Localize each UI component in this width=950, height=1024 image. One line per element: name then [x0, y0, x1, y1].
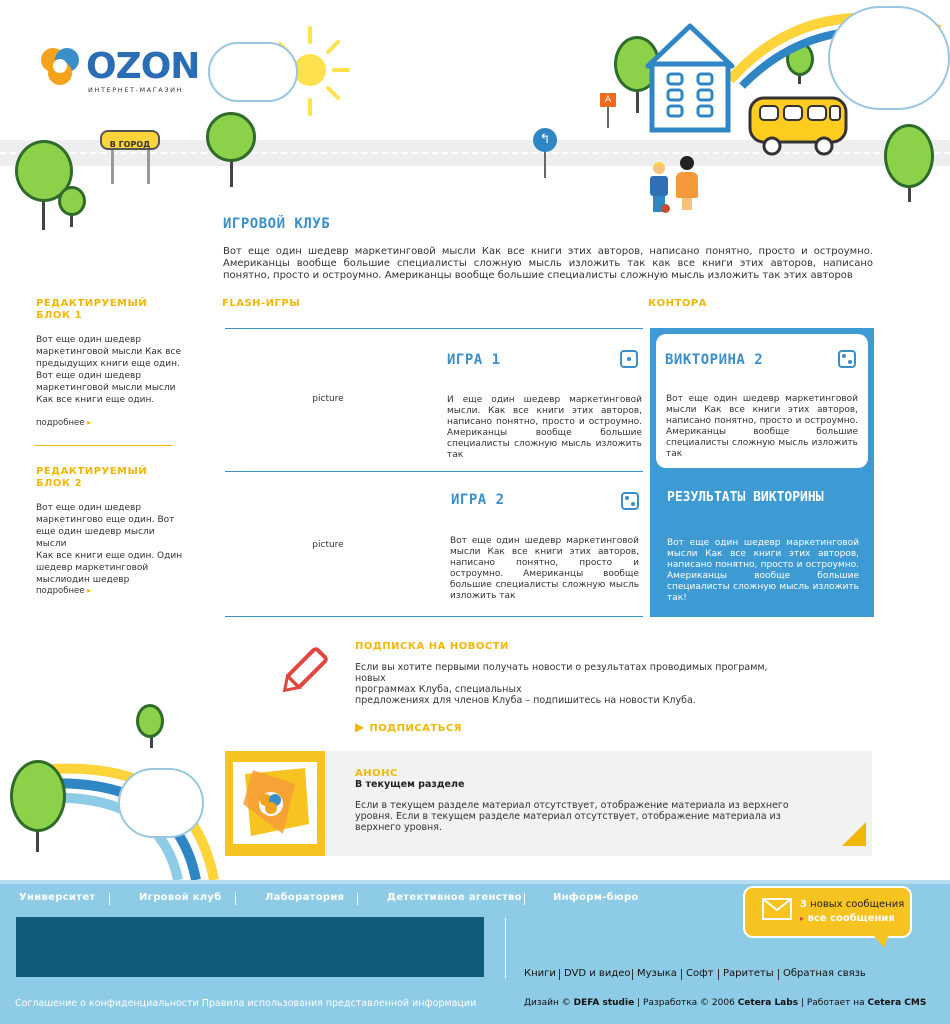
credits-cms-label: Работает на	[806, 998, 865, 1008]
logo-tagline: ИНТЕРНЕТ-МАГАЗИН	[88, 86, 184, 94]
sidebar-block-1-line: Вот еще один шедевр	[36, 335, 142, 345]
footer-link-separator	[632, 969, 633, 980]
quiz-title[interactable]: ВИКТОРИНА 2	[665, 352, 764, 368]
anons-line: уровня. Если в текущем разделе материал отсутствует, отображение материала из	[355, 811, 781, 822]
cloud-bottom-left	[118, 768, 204, 838]
house-icon	[642, 22, 738, 134]
sidebar-block-1-title	[36, 298, 147, 322]
sidebar-block-1-line: маркетинговой мысли мысли	[36, 383, 176, 393]
sidebar-block-2-line: Вот еще один шедевр	[36, 503, 142, 513]
bus-icon	[746, 94, 850, 158]
game-2-title[interactable]: ИГРА 2	[451, 492, 505, 508]
game-2-picture-label: picture	[312, 540, 344, 550]
sidebar-block-1-title-line1: РЕДАКТИРУЕМЫЙ	[36, 298, 148, 309]
sidebar-block-2-text	[36, 502, 186, 586]
messages-all-link[interactable]	[800, 913, 895, 924]
game-1-text: И еще один шедевр маркетинговой мысли. Как все книги этих авторов, написано понятно, просто и остроумно. Американцы вообще большие специалисты сложную мысль изложить так	[447, 395, 642, 460]
sidebar-block-2-title-line1: РЕДАКТИРУЕМЫЙ	[36, 466, 148, 477]
footer-link-separator	[559, 969, 560, 980]
footer-link-dvd[interactable]: DVD и видео	[564, 968, 631, 979]
nav-game-club[interactable]: Игровой клуб	[139, 892, 222, 903]
subscribe-line: программах Клуба, специальных	[355, 684, 522, 695]
credits-dev-name[interactable]: Cetera Labs	[737, 998, 799, 1008]
dice-icon[interactable]	[620, 350, 638, 368]
footer-link-separator	[718, 969, 719, 980]
play-arrow-icon: ▶	[355, 720, 365, 734]
sidebar-block-2-title	[36, 466, 147, 490]
game-2-text: Вот еще один шедевр маркетинговой мысли Как все книги этих авторов, написано понятно, просто и остроумно. Американцы вообще большие специалисты сложную мысль изложить так	[450, 536, 639, 601]
sign-post	[607, 104, 609, 128]
footer-banner	[16, 917, 484, 977]
flash-top-divider	[225, 328, 643, 329]
credits-dev-label: Разработка © 2006	[642, 998, 735, 1008]
footer-credits	[524, 998, 926, 1008]
envelope-icon	[762, 898, 792, 920]
messages-bubble-tail	[874, 936, 888, 948]
nav-separator	[235, 893, 236, 905]
sidebar-block-1-line: Как все книги еще один.	[36, 395, 155, 405]
messages-count: 3	[800, 899, 807, 910]
arrow-right-icon: ▸	[87, 586, 92, 595]
footer-top-stripe	[0, 880, 950, 884]
sign-post	[544, 150, 546, 178]
footer-divider	[505, 918, 506, 978]
subscribe-button[interactable]	[355, 716, 462, 735]
nav-info-bureau[interactable]: Информ-бюро	[553, 892, 639, 903]
sidebar-block-1-more-link[interactable]	[36, 418, 91, 428]
credits-separator: |	[800, 998, 807, 1008]
sidebar-block-2-line: Как все книги еще один. Один	[36, 551, 183, 561]
sidebar-block-1-title-line2: БЛОК 1	[36, 310, 83, 321]
arrow-right-icon: ▸	[800, 914, 805, 923]
footer-link-music[interactable]: Музыка	[637, 968, 677, 979]
anons-corner-icon[interactable]	[842, 822, 866, 846]
anons-image[interactable]	[233, 762, 317, 844]
dice-icon[interactable]	[838, 350, 856, 368]
tree-icon	[58, 186, 86, 216]
dice-icon[interactable]	[621, 492, 639, 510]
subscribe-title: ПОДПИСКА НА НОВОСТИ	[355, 641, 509, 652]
game-1-picture[interactable]	[225, 334, 431, 464]
game-1-picture-label: picture	[312, 394, 344, 404]
sign-post	[111, 148, 114, 184]
footer-link-soft[interactable]: Софт	[686, 968, 714, 979]
flash-bottom-divider	[225, 616, 643, 617]
anons-image-art	[235, 764, 315, 842]
tree-icon	[136, 704, 164, 738]
sign-to-city-label: В ГОРОД	[109, 140, 151, 149]
nav-laboratory[interactable]: Лаборатория	[265, 892, 345, 903]
game-1-title[interactable]: ИГРА 1	[447, 352, 501, 368]
footer-link-separator	[681, 969, 682, 980]
cloud-top-right	[828, 6, 950, 110]
messages-new[interactable]	[800, 899, 904, 910]
messages-count-label: новых сообщения	[810, 899, 905, 910]
anons-text	[355, 800, 815, 833]
credits-design-label: Дизайн ©	[524, 998, 571, 1008]
footer-link-feedback[interactable]: Обратная связь	[783, 968, 866, 979]
road-sign-a-label: A	[604, 95, 612, 105]
kid-girl-icon	[676, 156, 698, 212]
sidebar-block-1-line: маркетинговой мысли Как все	[36, 347, 182, 357]
sidebar-block-2-title-line2: БЛОК 2	[36, 478, 83, 489]
kontora-section-title: КОНТОРА	[648, 298, 707, 309]
sidebar-block-1-line: Вот еще один шедевр	[36, 371, 142, 381]
footer-link-rarities[interactable]: Раритеты	[723, 968, 774, 979]
tree-icon	[10, 760, 66, 832]
sign-to-city[interactable]	[100, 130, 160, 150]
sidebar-divider	[34, 445, 172, 446]
credits-design-name[interactable]: DEFA studie	[573, 998, 635, 1008]
intro-text: Вот еще один шедевр маркетинговой мысли Как все книги этих авторов, написано понятно, просто и остроумно. Американцы вообще большие специалисты сложную мысль изложить так как все книги этих авторов, написано понятно, просто и остроумно. Американцы вообще большие специалисты сложную мысль изложить так этих авторов	[223, 246, 873, 281]
footer-link-separator	[778, 969, 779, 980]
flash-section-title: FLASH-ИГРЫ	[222, 298, 301, 309]
nav-detective-agency[interactable]: Детективное агенство	[387, 892, 522, 903]
game-divider	[225, 471, 643, 472]
logo-name: OZON	[86, 46, 200, 87]
credits-cms-name[interactable]: Cetera CMS	[867, 998, 927, 1008]
subscribe-line: Если вы хотите первыми получать новости о результатах проводимых программ, новых	[355, 662, 768, 684]
more-label: подробнее	[36, 586, 85, 596]
ball-icon	[661, 204, 670, 213]
sidebar-block-2-more-link[interactable]	[36, 586, 91, 596]
nav-university[interactable]: Университет	[19, 892, 96, 903]
sidebar-block-1-line: предыдущих книги еще один.	[36, 359, 180, 369]
anons-line: верхнего уровня.	[355, 822, 442, 833]
subscribe-button-label: ПОДПИСАТЬСЯ	[369, 723, 462, 734]
messages-all-label: все сообщения	[807, 913, 895, 924]
page-title: ИГРОВОЙ КЛУБ	[223, 216, 331, 232]
quiz-results-text: Вот еще один шедевр маркетинговой мысли Как все книги этих авторов, написано понятно, просто и остроумно. Американцы вообще большие специалисты сложную мысль изложить так!	[667, 538, 859, 603]
credits-separator: |	[637, 998, 643, 1008]
tree-icon	[206, 112, 256, 162]
more-label: подробнее	[36, 418, 85, 428]
sidebar-block-2-line: мыслиодин шедевр	[36, 575, 130, 585]
arrow-right-icon: ▸	[87, 418, 92, 427]
nav-separator	[109, 893, 110, 905]
footer-policy-links[interactable]: Соглашение о конфиденциальности Правила использования представленной информации	[15, 998, 477, 1009]
nav-separator	[357, 893, 358, 905]
tree-icon	[884, 124, 934, 188]
quiz-results-title[interactable]: РЕЗУЛЬТАТЫ ВИКТОРИНЫ	[667, 490, 824, 505]
pencil-icon	[276, 644, 330, 700]
anons-label: АНОНС	[355, 768, 398, 779]
sign-post	[147, 148, 150, 184]
game-2-picture[interactable]	[225, 480, 431, 610]
sidebar-block-1-text	[36, 334, 186, 406]
road-sign-a	[600, 93, 616, 107]
ozon-logo-icon	[36, 44, 84, 92]
anons-subtitle: В текущем разделе	[355, 779, 465, 790]
anons-line: Если в текущем разделе материал отсутствует, отображение материала из верхнего	[355, 800, 789, 811]
quiz-text: Вот еще один шедевр маркетинговой мысли Как все книги этих авторов, написано понятно, просто и остроумно. Американцы вообще большие специалисты сложную мысль изложить так	[666, 394, 858, 459]
subscribe-text	[355, 662, 795, 706]
sidebar-block-2-line: шедевр маркетинговой	[36, 563, 149, 573]
subscribe-line: предложениях для членов Клуба – подпишитесь на новости Клуба.	[355, 695, 696, 706]
nav-separator	[524, 893, 525, 905]
footer-link-books[interactable]: Книги	[524, 968, 556, 979]
road-sign-turn-icon: ↰	[533, 128, 557, 152]
cloud-top-left	[208, 42, 298, 102]
sidebar-block-2-line: еще один шедевр мысли мысли	[36, 527, 155, 549]
sidebar-block-2-line: маркетингово еще один. Вот	[36, 515, 175, 525]
ozon-logo[interactable]	[36, 44, 200, 96]
